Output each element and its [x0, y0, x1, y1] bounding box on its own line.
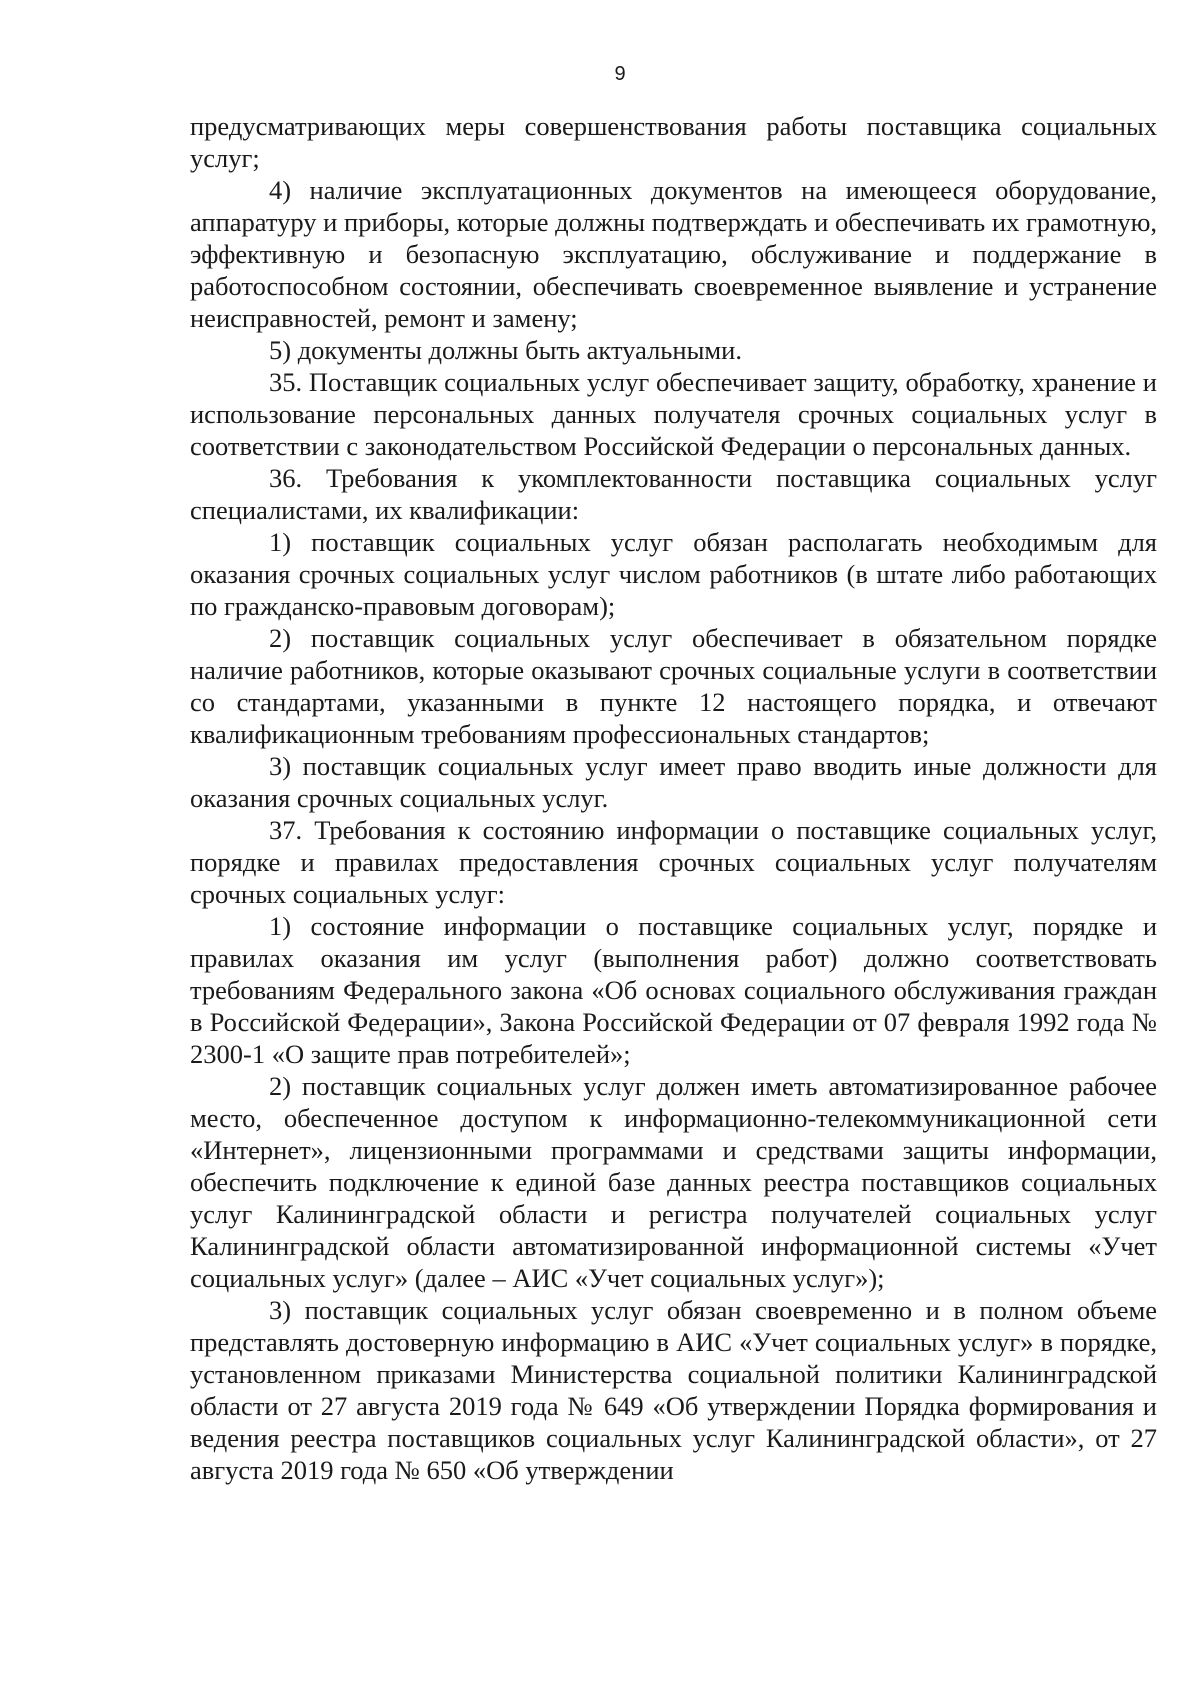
paragraph-37-item-2: 2) поставщик социальных услуг должен иметь автоматизированное рабочее место, обеспеченное доступом к информационно-телекоммуникационной сети «Интернет», лицензионными программами и средствами защиты информации, обеспечить подключение к единой базе данных реестра поставщиков социальных услуг Калининградской области и регистра получателей социальных услуг Калининградской области автоматизированной информационной системы «Учет социальных услуг» (далее – АИС «Учет социальных услуг»); [190, 1071, 1157, 1293]
paragraph-36-item-1: 1) поставщик социальных услуг обязан располагать необходимым для оказания срочных социальных услуг числом работников (в штате либо работающих по гражданско-правовым договорам); [190, 527, 1157, 621]
document-body [190, 110, 1157, 1486]
page-number: 9 [614, 63, 626, 85]
paragraph-item-4-equipment-docs: 4) наличие эксплуатационных документов на имеющееся оборудование, аппаратуру и приборы, которые должны подтверждать и обеспечивать их грамотную, эффективную и безопасную эксплуатацию, обслуживание и поддержание в работоспособном состоянии, обеспечивать своевременное выявление и устранение неисправностей, ремонт и замену; [190, 175, 1157, 333]
paragraph-clause-35: 35. Поставщик социальных услуг обеспечивает защиту, обработку, хранение и использование персональных данных получателя срочных социальных услуг в соответствии с законодательством Российской Федерации о персональных данных. [190, 367, 1157, 461]
paragraph-36-item-2: 2) поставщик социальных услуг обеспечивает в обязательном порядке наличие работников, которые оказывают срочных социальные услуги в соответствии со стандартами, указанными в пункте 12 настоящего порядка, и отвечают квалификационным требованиям профессиональных стандартов; [190, 623, 1157, 749]
paragraph-37-item-3: 3) поставщик социальных услуг обязан своевременно и в полном объеме представлять достоверную информацию в АИС «Учет социальных услуг» в порядке, установленном приказами Министерства социальной политики Калининградской области от 27 августа 2019 года № 649 «Об утверждении Порядка формирования и ведения реестра поставщиков социальных услуг Калининградской области», от 27 августа 2019 года № 650 «Об утверждении [190, 1295, 1157, 1485]
paragraph-item-5-docs-current: 5) документы должны быть актуальными. [269, 335, 742, 365]
paragraph-36-item-3: 3) поставщик социальных услуг имеет право вводить иные должности для оказания срочных социальных услуг. [190, 751, 1157, 813]
paragraph-clause-36: 36. Требования к укомплектованности поставщика социальных услуг специалистами, их квалификации: [190, 463, 1157, 525]
paragraph-clause-37: 37. Требования к состоянию информации о поставщике социальных услуг, порядке и правилах предоставления срочных социальных услуг получателям срочных социальных услуг: [190, 815, 1157, 909]
paragraph-continuation: предусматривающих меры совершенствования работы поставщика социальных услуг; [190, 111, 1157, 173]
paragraph-37-item-1: 1) состояние информации о поставщике социальных услуг, порядке и правилах оказания им услуг (выполнения работ) должно соответствовать требованиям Федерального закона «Об основах социального обслуживания граждан в Российской Федерации», Закона Российской Федерации от 07 февраля 1992 года № 2300-1 «О защите прав потребителей»; [190, 911, 1157, 1069]
